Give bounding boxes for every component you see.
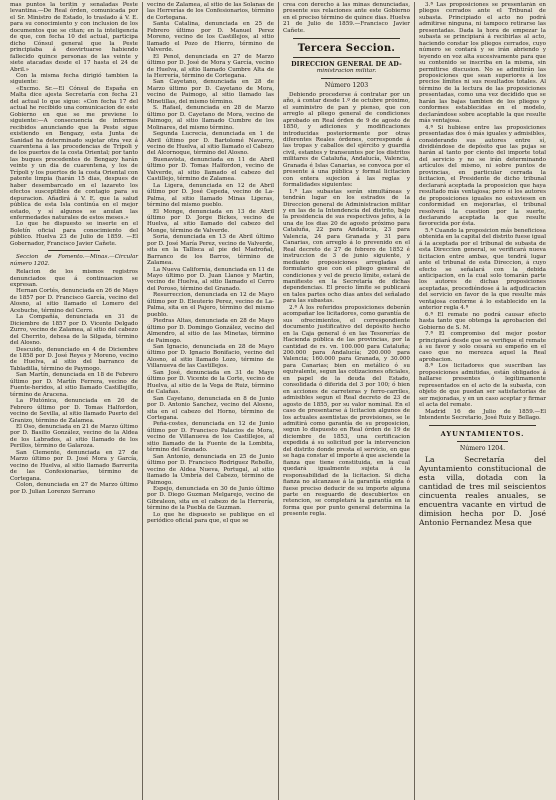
paragraph: mas puntos la teritin y senaladas Peste levantina.—De Real órden, comunicada por el Sr. Ministro de Estado, lo traslado á V. E. para su conocimiento y con inclusion de los documentos que se citan; en la inteligencia de que, con fecha 10 del actual, participa dicho Cónsul general que la Peste principiaba á desvirtuarse habiendo fallecido quince personas de las veinte y siete atacadas desde el 17 hasta el 24 de Abril.» <box>10 2 138 73</box>
mine-entry: San Antonio, denunciada en 25 de Junio último por D. Francisco Rodriguez Rebollo, vecino de Aldea Nueva, Portugal, al sitio llamado la Umbría del Cabezo, término de Paimogo. <box>147 453 274 486</box>
department-title: DIRECCION GENERAL DE AD- <box>291 61 402 69</box>
mine-entry: San Martín, denunciada en 18 de Febrero último por D. Martín Ferrera, vecino de Fuente-heridos, al sitio llamado Castillejillo, término de Aracena. <box>10 372 138 398</box>
mine-entry: San Ignacio, denunciada en 28 de Mayo último por D. Ignacio Bonifacio, vecino del Alosno, al sitio llamado Lozo, término de Villanueva de las Castillejos. <box>147 344 274 370</box>
column-4 <box>414 2 550 800</box>
section-title: Tercera Seccion. <box>297 43 396 55</box>
divider <box>48 250 100 251</box>
divider <box>429 425 536 426</box>
divider <box>293 38 400 39</box>
divider <box>293 57 400 58</box>
signature: Madrid 16 de Julio de 1859.—El Intendente Secretario, José Ruiz y Bellago. <box>419 408 546 421</box>
mine-entry: El Penol, denunciada en 27 de Marzo último por D. José de Mora y García, vecino de Huelva, al sitio llamado Cumbre Alta de la Herrería, término de Cortegana. <box>147 53 274 79</box>
paragraph: «Excmo. Sr.—El Cónsul de España en Malta dice ajesta Secretaría con fecha 21 del actual lo que sigue: «Con fecha 17 del actual he recibido una comunicacion de este Gobierno en que se me previene lo siguiente:—A consecuencia de informes recibidos anunciando que la Peste sigue existiendo en Bengazy, esta Junta de Sanidad ha determinado sujetar otra vez á cuarentena á las procedencias de Trípoli y de los puertos de la costa Oriental; por tanto las buques procedentes de Bengazy harán veinte y un dia de cuarentena, y los de Trípoli y los puertos de la costa Oriental con patente limpia (harán 15 dias, despues de haber desembarcado en el lazareto los efectos susceptibles de contagio para su depuracion. Añadirá á V. E. que la salud pública de esta Isla continúa en el mejor estado, y sí algunos se anulan las enfermedades naturales de estos meses.» <box>10 85 138 221</box>
mine-entry: San Cayetano, denunciada en 8 de Junio por D. Antonio Sanchez, vecino del Alosno, sita en el cabezo del Horno, término de Cortegana. <box>147 395 274 421</box>
mine-entry: Piedras Altas, denunciada en 28 de Mayo último por D. Domingo González, vecino del Almendro, al sitio de las Minetas, término de Paimogo. <box>147 318 274 344</box>
mine-entry: Descuido, denunciado en 4 de Diciembre de 1858 por D. José Reyes y Moreno, vecino de Huelva, al sitio del barranco de Tabladilla, término de Paymogo. <box>10 346 138 372</box>
mine-entry: La Plutónica, denunciada en 26 de Febrero último por D. Tomas Halfordon, vecino de Sevilla, al sitio llamado Puerto del Granizo, término de Zalamea. <box>10 398 138 424</box>
mine-entry: La Ligera, denunciada en 12 de Abril último por D. José Cepeda, vecino de La-Palma, al sitio llamado Minas Ligeras, término del mismo pueblo. <box>147 182 274 209</box>
column-3 <box>278 2 414 800</box>
column-2 <box>142 2 278 800</box>
vacancy-notice: La Secretaría del Ayuntamiento constitucional de esta villa, dotada con la cantidad de tres mil seiscientos cincuenta reales anuales, se encuentra vacante en virtud de dimision hecha por D. José Antonio Fernandez Mesa que <box>419 455 546 528</box>
mine-entry: San Clemente, denunciada en 27 de Marzo último por D. José Mora y García, vecino de Huelva, al sitio llamado Barrerita de las Confesionarias, término de Cortegana. <box>10 449 138 482</box>
mine-entry: San Cayetano, denunciada en 28 de Marzo último por D. Cayetano de Mora, vecino de Paimogo, al sitio llamado las Minetillas, del mismo término. <box>147 79 274 105</box>
paragraph: 2.ª Á los referidos proposiciones deberán acompañar los licitadores, como garantía de sus ofrecimientos, el correspondiente documento justificativo del depósito hecho en la Caja general ó en las Tesorerías de Hacienda pública de las provincias, por la cantidad de rs. vn. 100.000 para Cataluña; 200.000 para Andalucía; 200.000 para Valencia; 160.000 para Granada, y 30.000 para Canarias; bien en metálico ó su equivalente, segun las cotizaciones oficiales, en papel de la deuda del Estado, consolidada ó diferida del 3 por 100; ó bien en acciones de carreteras y ferro-carriles, admisibles segun el Real decreto de 23 de agosto de 1855, por su valor nominal. En el caso de presentarse á licitacion algunos de los actuales asentistas de provisiones, se le admitirá como garantía de su proposicion, segun lo dispuesto en Real órden de 19 de diciembre de 1853, una certificacion expedida á su solicitud por la intervencion del distrito donde presta el servicio, en que se haga constar el importe á que asciende la fianza que tiene constituida, en la cual quedará igualmente sujeta á la responsabilidad de la licitacion. Si dicha fianza no alcanzase á la garantía exigida ó fuese preciso deducir de su importe alguna parte en resguardo de descubiertos en retencion, se completará la garantía en la forma que por punto general determina la presente regla. <box>283 304 410 518</box>
mine-entry: Segunda Lucrecia, denunciada en 1 de Abril último por D. Bartolomé Navarro, vecino de Huelva, al sitio llamado el Cabezo del Alcornoque, término del Alosno. <box>147 131 274 157</box>
section-title: AYUNTAMIENTOS. <box>440 430 525 439</box>
mine-entry: Santa Catalina, denunciada en 25 de Febrero último por D. Manuel Perez Moreno, vecino de los Castillejos, al sitio llamado el Pozo de Hierro, término de Valverde. <box>147 21 274 54</box>
mine-entry: Buenavista, denunciada en 11 de Abril último por D. Tomas Halfordon, vecino de Valverde, al sitio llamado el cabezo del Castillejo, término de Zalamea. <box>147 156 274 183</box>
mine-entry: La Nueva California, denunciada en 11 de Mayo último por D. Juan Llanos y Martin, vecino de Huelva, al sitio llamado el Cerro del Poroso, término del Granado. <box>147 266 274 292</box>
paragraph: 8.ª Los licitadores que suscriban las proposiciones admitidas, están obligados á hallarse presentes ó legítimamente representados en el acto de la subasta, con objeto de que puedan ser satisfactorias de ser mejoradas, y en un caso aceptar y firmar el acta del remate. <box>419 363 546 409</box>
paragraph: Relacion de los mismos registros denunciados que á continuacion se expresan. <box>10 269 138 289</box>
paragraph: 1.ª Las subastas serán simultáneas y tendrán lugar en los estrados de la Direccion general de Administracion militar y en las de la Intendencia del distrito, bajo la presidencia de sus respectivos jefes, á la una de los dias 20 de agosto próximo para Cataluña, 22 para Andalucía, 23 para Valencia, 24 para Granada y 31 para Canarias, con arreglo á lo prevenido en el Real decreto de 27 de febrero de 1852 é instruccion de 3 de junio siguiente, y mediante proposiciones arregladas al formulario que con el pliego general de condiciones y vel de precio límite, estará de manifiesto en la Secretaría de dichas dependencias. El precio límite se publicará en tales partes ocho dias antes del señalado para las subastas. <box>283 188 410 305</box>
mine-entry: Soria, denunciada en 13 de Abril último por D. José María Perez, vecino de Valverde, sita en la Tallisca al pie del Madroñal, Barranco de los Barros, término de Zalamea. <box>147 234 274 267</box>
column-1 <box>6 2 142 800</box>
department-subtitle: ministracion militar. <box>316 68 377 75</box>
mine-entry: El Oso, denunciada en 21 de Marzo último por D. Basilio González, vecino de la Aldea de los Labrados, al sitio llamado de los Perillos, término de Galaroza. <box>10 424 138 450</box>
mine-entry: Resurreccion, denunciada en 12 de Mayo último por D. Eleuterio Perez, vecino de La-Palma, sita en el Pajero, término del mismo pueblo. <box>147 292 274 318</box>
divider <box>321 78 372 79</box>
notice-number: Número 1204. <box>459 445 506 453</box>
paragraph: Con la misma fecha dirigió tambien la siguiente: <box>10 72 138 86</box>
mine-entry: vecino de Zalamea, al sitio de las Solanas de las Herrerías de los Confesionarios, término de Cortegana. <box>147 2 274 21</box>
divider <box>457 441 508 442</box>
mine-entry: Peña-costes, denunciada en 12 de Junio último por D. Francisco Palacios de Mora, vecino de Villanueva de los Castillejos, al sitio llamado de la Fuente de la Lombita, término del Granado. <box>147 421 274 454</box>
mine-entry: Hernan Cortés, denunciada en 26 de Mayo de 1857 por D. Francisco García, vecino del Alosno, al sitio llamado el Lomero del Acebuche, término del Cerro. <box>10 288 138 314</box>
paragraph: crea con derecho á las minas denunciadas, presente sus relaciones ante este Gobierno en el preciso término de quince dias. Huelva 21 de Julio de 1859.—Francisco Javier Cañete. <box>283 2 410 34</box>
paragraph: Lo que he dispuesto se publique en el periódico oficial para que, el que se <box>147 511 274 525</box>
paragraph: 6.ª El remate no podrá causar efecto hasta tanto que obtenga la aprobacion del Gobierno de S. M. <box>419 311 546 331</box>
notice-number: Número 1203 <box>324 81 369 89</box>
paragraph: 3.ª Las proposiciones se presentarán en pliegos cerrados ante el Tribunal de subasta. Principiado el acto no podrá admitirse ninguna, ni tampoco retirarse las presentadas. Dada la hora de empezar la subasta se principiará á recibirlas al acto, haciendo constar los pliegos cerrados, cuyo número se contará y se irán abriendo y leyendo en voz alta sucesivamente para que su contenido se inscriba en la misma, sin permitirse discusion. No se admitirán las proposiciones que sean superiores á los precios límites ni sus resultados totales. Al término de la lectura de las proposiciones presentadas, como una vez decidido que se harán las bajas tambien de los pliegos y conformes establecidas en el modelo, declarándose sobre aceptable la que resulte más ventajosa. <box>419 2 546 125</box>
mine-entry: La Compañía, denunciada en 31 de Diciembre de 1857 por D. Vicente Delgado Zurro, vecino de Zalamea, al sitio del cabezo del Cherrito, dehesa de la Silgada, término del Alosno. <box>10 314 138 347</box>
mine-entry: S. Rafael, denunciada en 28 de Marzo último por D. Cayetano de Mora, vecino de Paimogo, al sitio llamado Cumbre de los Molinares, del mismo término. <box>147 105 274 131</box>
paragraph: Debiendo procederse á contratar por un año, á contar desde 1.º de octubre próximo, el suministro de pan y pienso, que con arreglo al pliego general de condiciones aprobado en Real órden de 9 de agosto de 1850, y adiciones y modificaciones introducidas posteriormente por otras diferentes Reales órdenes, corresponde á las tropas y caballos del ejército y guardia civil, estantes y transeuntes por los distritos militares de Cataluña, Andalucía, Valencia, Granada é Islas Canarias, se convoca por el presente á una pública y formal licitacion con entera sujecion á las reglas y formalidades siguientes: <box>283 91 410 189</box>
section-heading: Seccion de Fomento.—Minas.—Circular número 1202. <box>10 254 138 267</box>
mine-entry: Espejo, denunciada en 30 de Junio último por D. Diego Guzman Melgarejo, vecino de Gibraleon, sita en el cabezo de la Herrería, término de la Puebla de Guzman. <box>147 485 274 512</box>
paragraph: 5.ª Cuando la proposicion más beneficiosa obtenida en la capital del distrito fuese igual á la aceptada por el tribunal de subasta de esta Direccion general, se verificará nueva licitacion entre ambas, que tendrá lugar ante el tribunal de esta Direccion, á cuyo efecto se señalará con la debida anticipacion, en la cual solo tomarán parte los autores de dichas proposiciones aceptadas, procediéndose á la adjudicacion del servicio en favor de la que resulte más ventajosa conforme á lo establecido en la anterior regla 4.ª <box>419 227 547 312</box>
paragraph: 7.ª El compromiso del mejor postor principiará desde que se verifique el remate á su favor y solo cesará su empeño en el caso que no merezca aquel la Real aprobacion. <box>419 331 546 363</box>
mine-entry: San José, denunciada en 31 de Mayo último por D. Vicente de la Corte, vecino de Huelva, al sitio de la Vega de Ruiz, término de Calañas. <box>147 369 274 396</box>
paragraph: 4.ª Si hubiese entre las proposiciones presentadas dos ó más iguales y admisibles, considerando sus autores entre sí, dividiéndose de depósito que las pujas se harán al tanto por ciento del importe total del servicio y no se irán determinando artículos del mismo, ni sobre puntos de provincias, en particular cerrada la licitacion, el Presidente de dicho tribunal declarará aceptada la proposicion que haya resultado más ventajosa; pero si los autores de proposiciones iguales no estuviesen en conformidad en mejorarlas, el tribunal resolverá la cuestion por la suerte, declarando aceptada la que resulte favorecida por ésta. <box>419 124 546 228</box>
mine-entry: Colon, denunciada en 27 de Marzo último por D. Julian Lorenzo Serrano <box>10 482 138 495</box>
mine-entry: El Monge, denunciada en 13 de Abril último por D. Jorge Bickes, vecino de Huelva, al sitio llamado del cabezo del Monge, término de Valverde. <box>147 208 274 234</box>
paragraph: Lo que he dispuesto se inserte en el Boletín oficial para conocimiento del público. Huelva 23 de Julio de 1859. —El Gobernador, Francisco Javier Cañete. <box>10 221 138 247</box>
